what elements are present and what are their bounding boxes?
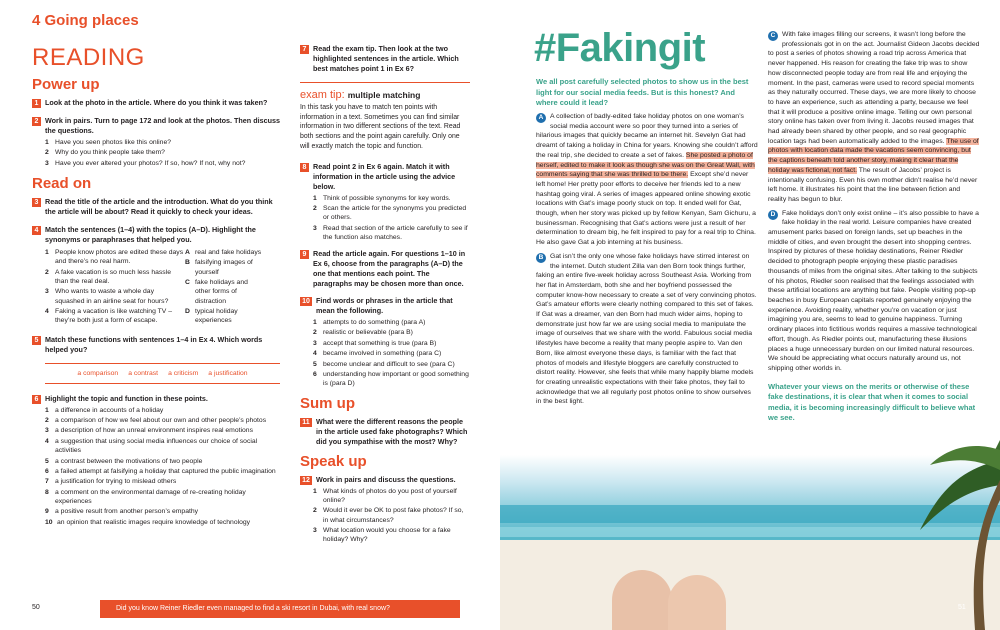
paragraph-d-marker: D	[768, 210, 778, 220]
unit-title: 4 Going places	[32, 12, 139, 29]
paragraph-a: A A collection of badly-edited fake holiday photos on one woman’s social media account were so poor they turned into a series of hilarious images that quickly became an internet hit. Sevelyn Gat had dreamt of taking a holiday in China for years. Knowing she couldn’t afford the real trip, she decided to create a set of fakes. She posted a photo of herself, edited to make it look as though she was on the Great Wall, with comments saying that she was thrilled to be there. Except she’d never left home! Her pretty poor efforts to deceive her friends led to a new hashtag going viral. A series of images appeared online showing exotic locations with Gat’s image poorly stuck on top. It ended well for Gat, though, when her story was picked up by fellow Kenyan, Sam Gichuru, a businessman. Recognising that Gat’s actions were just a result of her determination to dream big, he felt inspired to pay for a real trip to China. He also gave Gat a job interning at his business.	[536, 113, 758, 247]
task-6-list: 1 a difference in accounts of a holiday 2 a comparison of how we feel about our own and other people’s photos 3 a description of how an unreal environment inspires real emotions 4 a suggestion that using social media influences our choice of social activities 5 a contrast between the motivations of two people 6 a failed attempt at falsifying a holiday that captured the public imagination 7 a justification for trying to mislead others 8 a comment on the environmental damage of re-creating holiday experiences 9 a positive result from another person’s empathy 10 an opinion that realistic images require knowledge of technology	[45, 406, 276, 526]
task-2-list: 1 Have you seen photos like this online? 2 Why do you think people take them? 3 Have you ever altered your photos? If so, how? If not, why not?	[45, 138, 246, 167]
power-up-heading: Power up	[32, 76, 100, 93]
paragraph-a-marker: A	[536, 113, 546, 123]
task-10-list: 1 attempts to do something (para A) 2 realistic or believable (para B) 3 accept that something is true (para B) 4 became involved in something (para C) 5 become unclear and difficult to see (para C) 6 understanding how important or good something is (para D)	[313, 319, 469, 388]
sum-up-heading: Sum up	[300, 394, 355, 412]
paragraph-b-marker: B	[536, 253, 546, 263]
task-11: 11 What were the different reasons the people in the article used fake photographs? Which did you sympathise with the most? Why?	[300, 417, 470, 447]
task-8-list: 1 Think of possible synonyms for key words. 2 Scan the article for the synonyms you predicted or others. 3 Read that section of the article carefully to see if the function also matches.	[313, 194, 468, 242]
task-2: 2 Work in pairs. Turn to page 172 and look at the photos. Then discuss the questions.	[32, 116, 280, 136]
did-you-know-bar: Did you know Reiner Riedler even managed to find a ski resort in Dubai, with real snow?	[100, 600, 460, 618]
task-7: 7 Read the exam tip. Then look at the two highlighted sentences in the article. Which best matches point 1 in Ex 6?	[300, 44, 470, 74]
task-10: 10 Find words or phrases in the article that mean the following.	[300, 296, 470, 316]
task-4: 4 Match the sentences (1–4) with the topics (A–D). Highlight the synonyms or paraphrases that helped you.	[32, 225, 280, 245]
palm-tree-icon	[860, 440, 1000, 630]
task-3: 3 Read the title of the article and the introduction. What do you think the article will be about? Read it quickly to check your ideas.	[32, 197, 280, 217]
exam-tip: exam tip: multiple matching In this task you have to match ten points with information in a text. Sometimes you can find similar information in two different sections of the text. Read both sections and the point again carefully. Only one will exactly match the topic and function.	[300, 82, 470, 152]
left-knee	[612, 570, 672, 630]
page-number-left: 50	[32, 604, 40, 611]
page-number-right: 51	[958, 604, 966, 611]
article-closing: Whatever your views on the merits or otherwise of these fake destinations, it is clear that when it comes to social media, it is becoming increasingly difficult to believe what we see.	[768, 381, 976, 423]
article-title: #Fakingit	[534, 26, 706, 70]
left-column	[32, 44, 280, 528]
speak-up-heading: Speak up	[300, 452, 367, 470]
task-8: 8 Read point 2 in Ex 6 again. Match it with information in the article using the advice below.	[300, 162, 470, 192]
article-intro: We all post carefully selected photos to show us in the best light for our social media feeds. But is this honest? And where could it lead?	[536, 77, 749, 107]
reading-heading: READING	[32, 44, 145, 71]
task-12-list: 1 What kinds of photos do you post of yourself online? 2 Would it ever be OK to post fake photos? If so, in what circumstances? 3 What location would you choose for a fake holiday? Why?	[313, 487, 464, 544]
read-on-heading: Read on	[32, 175, 92, 192]
article-column-2	[768, 30, 980, 424]
functions-box: a comparison a contrast a criticism a justification	[45, 363, 280, 384]
highlighted-sentence-a: She posted a photo of herself, edited to make it look as though she was on the Great Wall, with comments saying that she was thrilled to be there.	[536, 151, 755, 179]
task-5: 5 Match these functions with sentences 1–4 in Ex 4. Which words helped you?	[32, 335, 280, 355]
task-4-matching: 1 People know photos are edited these days and there’s no real harm. 2 A fake vacation is so much less hassle than the real deal. 3 Who wants to waste a whole day squashed in an airline seat for hours? 4 Faking a vacation is like watching TV – they’re both just a form of escape. A real and fake holidays B falsifying images of yourself C fake holidays and other forms of distraction D typical holiday experiences	[45, 248, 262, 325]
task-1: 1 Look at the photo in the article. Where do you think it was taken?	[32, 98, 280, 108]
right-page	[500, 0, 1000, 630]
paragraph-c-marker: C	[768, 31, 778, 41]
middle-column	[300, 44, 470, 546]
task-9: 9 Read the article again. For questions 1–10 in Ex 6, choose from the paragraphs (A–D) the one that mentions each point. The paragraphs may be chosen more than once.	[300, 249, 470, 289]
highlighted-sentence-c: The use of photos with location data made the vacations seem convincing, but the captions beneath told another story, making it clear that the holiday was fictional, not fact.	[768, 137, 979, 174]
paragraph-b: B Gat isn’t the only one whose fake holidays have stirred interest on the internet. Dutch student Zilla van den Born took things further, faking an entire five-week holiday across Southeast Asia. Working from her flat in Amsterdam, both she and her boyfriend possessed the computer know-how necessary to create a set of very convincing photos. Gat’s amateur efforts were clearly nothing compared to this set of fakes. If Gat was a dreamer, van den Born had much wider aims, hoping to demonstrate just how far we are using social media to manipulate the image of ourselves that we share with the world. Fabulous social media lifestyles have become a reality that many people aspire to. Van den Born, like almost everyone these days, is familiar with the fact that photos of models and lifestyle bloggers are carefully constructed to distort reality. However, she feels that while many happily blame models for creating unrealistic expectations with their fake photos, they fail to acknowledge that we all regularly post photos online to show ourselves in the best light.	[536, 252, 757, 406]
task-6: 6 Highlight the topic and function in these points.	[32, 394, 280, 404]
article-column-1	[536, 112, 758, 407]
paragraph-d: D Fake holidays don’t only exist online – it’s also possible to have a fake holiday in the real world. Leisure companies have created amusement parks based on foreign lands, set up beaches in the middle of cities, and even brought the desert into shopping centres. Inspired by pictures of these holiday destinations, Reiner Riedler decided to photograph people enjoying these plastic paradises thousands of miles from the original sites. After talking to the subjects of his photos, Riedler soon realised that the feelings associated with these artificial locations are anything but fake. People visiting pop-up beaches in busy European capitals reported genuinely enjoying the experience. Avoiding reality, whether you’re on vacation or just imagining you are, seems to lead to genuine happiness. Turning ordinary places into fictitious worlds requires a massive technological effort, though. As Riedler points out, manufacturing these illusions places a huge unnecessary burden on our limited natural resources. We should be appreciating what occurs naturally around us, not shipping other worlds in.	[768, 209, 979, 372]
task-12: 12 Work in pairs and discuss the questions.	[300, 475, 470, 485]
right-knee	[668, 575, 726, 630]
paragraph-c: C With fake images filling our screens, it wasn’t long before the professionals got in on the act. Journalist Gideon Jacobs decided to post a series of photos showing a road trip across America that never happened. His reason for creating the fake trip was to show how disconnected people today are from real life and enjoying the moment. In the past, cameras were used to record special moments as they naturally occurred. These days, we are more likely to choose to have an experience, such as attending a party, because we feel that it will produce a positive online image. Telling our own personal story online has taken over from living it. Jacobs reused images that had already been shared by other people, and so real geographic location tags had been automatically added to the images. The use of photos with location data made the vacations seem convincing, but the captions beneath told another story, making it clear that the holiday was fictional, not fact. The result of Jacobs’ project is intentionally confusing. Even his own mother didn’t realise he’d never left home. It illustrates his point that the line between fiction and reality has begun to blur.	[768, 31, 980, 203]
